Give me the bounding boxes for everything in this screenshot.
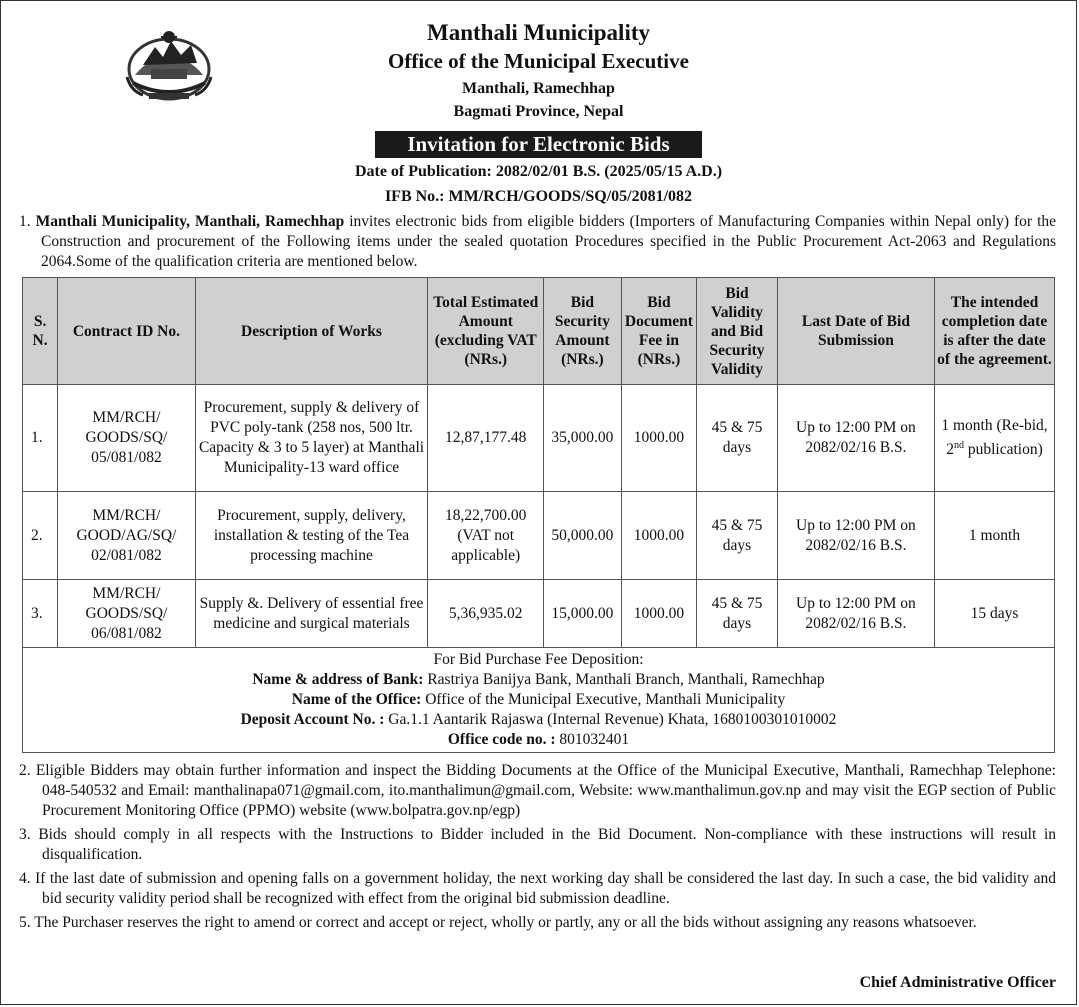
- row-security: 35,000.00: [544, 385, 622, 492]
- col-sn: S. N.: [23, 278, 58, 385]
- row-fee: 1000.00: [621, 385, 697, 492]
- col-description: Description of Works: [195, 278, 428, 385]
- org-name: Manthali Municipality: [427, 20, 650, 45]
- row-amount: [428, 492, 544, 580]
- row-contract: MM/RCH/ GOODS/SQ/ 06/081/082: [58, 580, 196, 648]
- row-validity: 45 & 75 days: [697, 492, 778, 580]
- row-contract: MM/RCH/ GOODS/SQ/ 05/081/082: [58, 385, 196, 492]
- col-validity: Bid Validity and Bid Security Validity: [697, 278, 778, 385]
- ifb-number: IFB No.: MM/RCH/GOODS/SQ/05/2081/082: [384, 188, 693, 205]
- completion-text-b: publication): [963, 441, 1043, 459]
- row-amount: 5,36,935.02: [428, 580, 544, 648]
- row-fee: 1000.00: [621, 492, 697, 580]
- col-lastdate: Last Date of Bid Submission: [777, 278, 934, 385]
- publication-date: Date of Publication: 2082/02/01 B.S. (2025/05/15 A.D.): [354, 163, 723, 180]
- row-fee: 1000.00: [621, 580, 697, 648]
- bids-table: [22, 277, 1055, 753]
- bank-label: Name & address of Bank:: [252, 671, 424, 688]
- office-value: Office of the Municipal Executive, Manthali Municipality: [421, 691, 786, 708]
- intro-paragraph: [19, 212, 1056, 272]
- row-completion: 1 month: [935, 492, 1055, 580]
- amount-note: (VAT not applicable): [451, 526, 521, 564]
- row-security: 50,000.00: [544, 492, 622, 580]
- table-header-row: [23, 278, 1055, 385]
- office-label: Name of the Office:: [291, 691, 422, 708]
- row-description: Procurement, supply & delivery of PVC poly-tank (258 nos, 500 ltr. Capacity & 3 to 5 layer) at Manthali Municipality-13 ward office: [195, 385, 428, 492]
- row-contract: MM/RCH/ GOOD/AG/SQ/ 02/081/082: [58, 492, 196, 580]
- col-completion: The intended completion date is after the date of the agreement.: [935, 278, 1055, 385]
- table-row: [23, 580, 1055, 648]
- clause-item: 4. If the last date of submission and opening falls on a government holiday, the next working day shall be considered the last day. In such a case, the bid validity and bid security validity period shall be recognized with effect from the original bid submission deadline.: [19, 870, 1056, 907]
- notice-title: Invitation for Electronic Bids: [375, 131, 701, 158]
- completion-text-a: 1 month (Re-bid, 2: [941, 416, 1048, 459]
- col-fee: Bid Document Fee in (NRs.): [621, 278, 697, 385]
- office-name-line: [26, 690, 1051, 710]
- clauses-list: [19, 761, 1056, 933]
- row-sn: 1.: [23, 385, 58, 492]
- row-lastdate: Up to 12:00 PM on 2082/02/16 B.S.: [777, 492, 934, 580]
- row-completion: [935, 385, 1055, 492]
- account-label: Deposit Account No. :: [240, 711, 385, 728]
- completion-sup: nd: [953, 439, 964, 451]
- clause-item: 3. Bids should comply in all respects with the Instructions to Bidder included in the Bid Document. Non-compliance with these instructions will result in disqualification.: [19, 826, 1056, 863]
- signature: Chief Administrative Officer: [859, 974, 1056, 991]
- row-validity: 45 & 75 days: [697, 580, 778, 648]
- code-label: Office code no. :: [447, 731, 556, 748]
- table-row: [23, 385, 1055, 492]
- row-lastdate: Up to 12:00 PM on 2082/02/16 B.S.: [777, 385, 934, 492]
- table-row: [23, 492, 1055, 580]
- col-security: Bid Security Amount (NRs.): [544, 278, 622, 385]
- account-line: [26, 710, 1051, 730]
- office-code-line: [26, 730, 1051, 750]
- intro-text: invites electronic bids from eligible bidders (Importers of Manufacturing Companies within Nepal only) for the Construction and procurement of the Following items under the sealed quotation Procedures specified in the Public Procurement Act-2063 and Regulations 2064.Some of the qualification criteria are mentioned below.: [41, 213, 1057, 270]
- amount-value: 18,22,700.00: [445, 506, 527, 524]
- clause-item: 2. Eligible Bidders may obtain further information and inspect the Bidding Documents at the Office of the Municipal Executive, Manthali, Ramechhap Telephone: 048-540532 and Email: manthalinapa071@gmail.com, ito.manthalimun@gmail.com, Website: www.manthalimun.gov.np and may visit the EGP section of Public Procurement Monitoring Office (PPMO) website (www.bolpatra.gov.np/egp): [19, 762, 1056, 819]
- office-name: Office of the Municipal Executive: [388, 49, 689, 73]
- nepal-emblem-icon: [121, 25, 217, 107]
- row-sn: 2.: [23, 492, 58, 580]
- code-value: 801032401: [555, 731, 630, 748]
- row-completion: 15 days: [935, 580, 1055, 648]
- row-sn: 3.: [23, 580, 58, 648]
- row-security: 15,000.00: [544, 580, 622, 648]
- col-contract: Contract ID No.: [58, 278, 196, 385]
- row-description: Supply &. Delivery of essential free medicine and surgical materials: [195, 580, 428, 648]
- province: Bagmati Province, Nepal: [453, 103, 624, 120]
- bank-details-row: [23, 648, 1055, 753]
- bank-details: [23, 648, 1055, 753]
- row-description: Procurement, supply, delivery, installation & testing of the Tea processing machine: [195, 492, 428, 580]
- row-lastdate: Up to 12:00 PM on 2082/02/16 B.S.: [777, 580, 934, 648]
- office-address: Manthali, Ramechhap: [462, 80, 615, 97]
- bank-name-line: [26, 670, 1051, 690]
- row-validity: 45 & 75 days: [697, 385, 778, 492]
- bank-value: Rastriya Banijya Bank, Manthali Branch, Manthali, Ramechhap: [423, 671, 825, 688]
- intro-lead: Manthali Municipality, Manthali, Ramechhap: [35, 213, 345, 230]
- account-value: Ga.1.1 Aantarik Rajaswa (Internal Revenue) Khata, 1680100301010002: [384, 711, 837, 728]
- clause-item: 5. The Purchaser reserves the right to amend or correct and accept or reject, wholly or partly, any or all the bids without assigning any reasons whatsoever.: [19, 914, 977, 931]
- row-amount: 12,87,177.48: [428, 385, 544, 492]
- col-amount: Total Estimated Amount (excluding VAT (NRs.): [428, 278, 544, 385]
- intro-number: 1.: [19, 213, 31, 230]
- bank-heading: For Bid Purchase Fee Deposition:: [433, 651, 644, 668]
